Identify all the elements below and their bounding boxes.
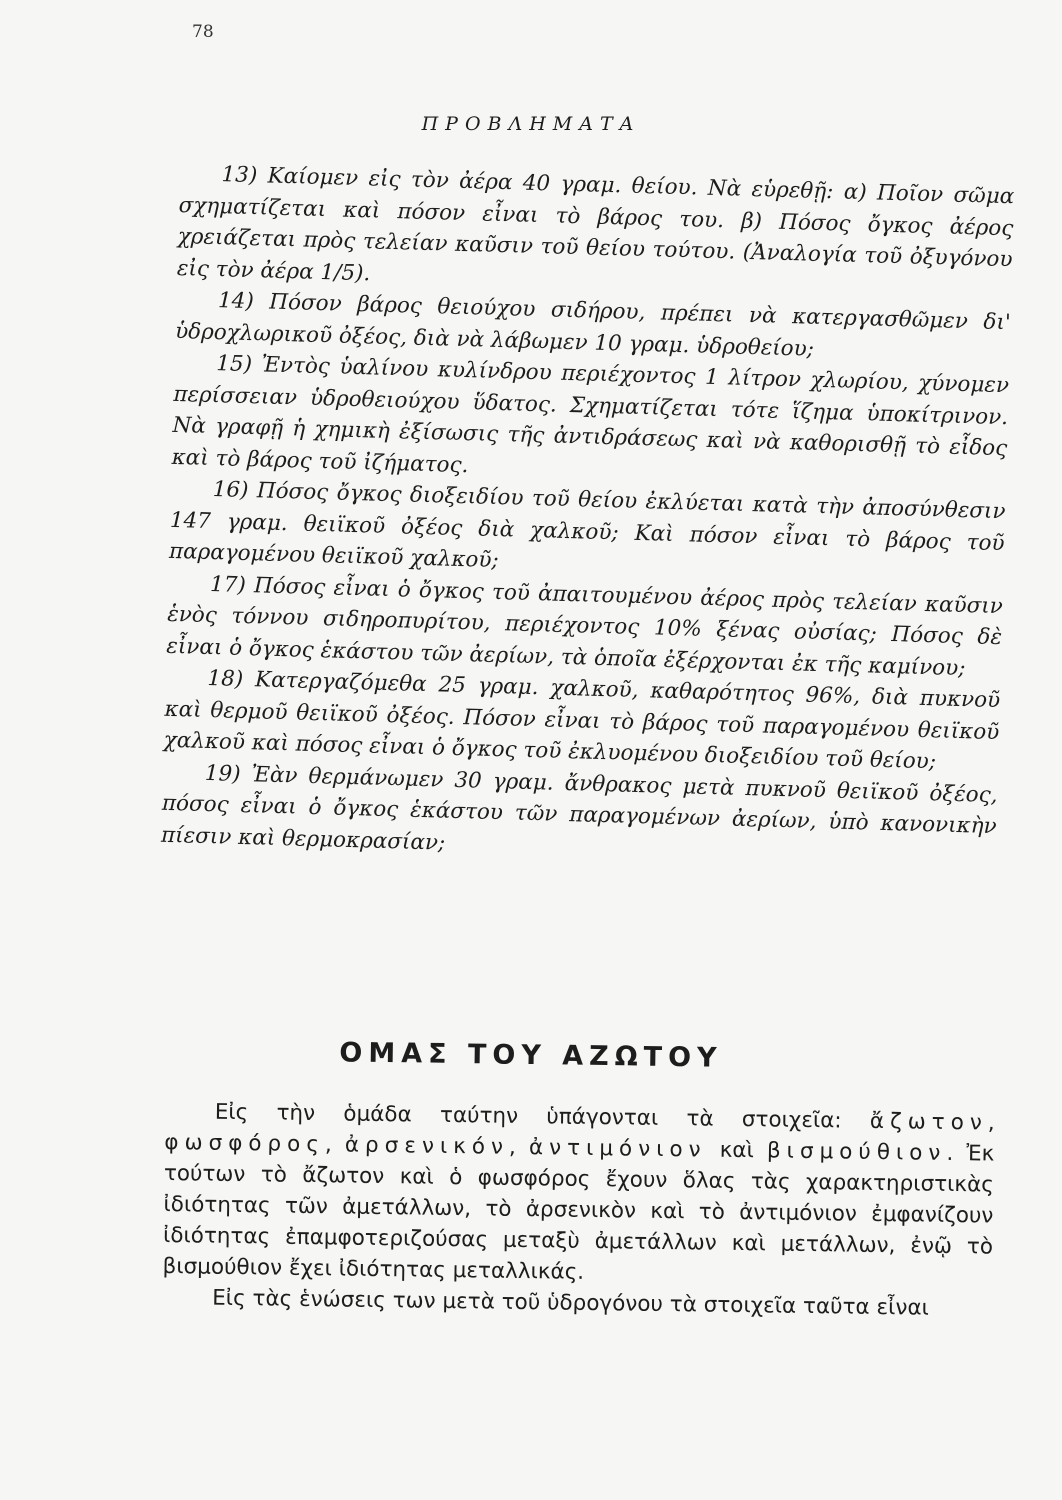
intro-text: Εἰς τὴν ὁμάδα ταύτην ὑπάγονται τὰ στοιχεῖα: [214, 1099, 871, 1134]
separator: , [324, 1132, 346, 1158]
problem-13: 13) Καίομεν εἰς τὸν ἀέρα 40 γραμ. θείου. Νὰ εὑρεθῇ: α) Ποῖον σῶμα σχηματίζεται καὶ πόσον εἶναι τὸ βάρος του. β) Πόσος ὄγκος ἀέρος χρειάζεται πρὸς τελείαν καῦσιν τοῦ θείου τούτου. (Ἀναλογία τοῦ ὀξυγόνου εἰς τὸν ἀέρα 1/5). [176, 162, 1015, 286]
element-bismuth: βισμούθιον [766, 1138, 947, 1166]
problem-19: 19) Ἐὰν θερμάνωμεν 30 γραμ. ἄνθρακος μετὰ πυκνοῦ θειϊκοῦ ὀξέος, πόσος εἶναι ὁ ὄγκος ἑκάστου τῶν παραγομένων ἀερίων, ὑπὸ κανονικὴν πίεσιν καὶ θερμοκρασίαν; [160, 760, 998, 856]
problem-14: 14) Πόσον βάρος θειούχου σιδήρου, πρέπει νὰ κατεργασθῶμεν δι' ὑδροχλωρικοῦ ὀξέος, διὰ νὰ λάβωμεν 10 γραμ. ὑδροθείου; [174, 288, 1012, 362]
problems-list [161, 158, 1015, 874]
paragraph-elements [162, 1096, 995, 1294]
nitrogen-group-heading: ΟΜΑΣ ΤΟΥ ΑΖΩΤΟΥ [339, 1037, 723, 1074]
element-phosphorus: φωσφόρος [164, 1129, 326, 1158]
paragraph-hydrogen-compounds: Εἰς τὰς ἑνώσεις των μετὰ τοῦ ὑδρογόνου τὰ στοιχεῖα ταῦτα εἶναι [212, 1285, 930, 1321]
element-arsenic: ἀρσενικόν [344, 1132, 510, 1160]
separator: καὶ [706, 1137, 768, 1164]
problems-title: ΠΡΟΒΛΗΜΑΤΑ [421, 113, 641, 135]
separator: , [508, 1134, 530, 1161]
element-nitrogen: ἄζωτον [869, 1108, 989, 1136]
page-number: 78 [192, 22, 214, 42]
problem-15: 15) Ἐντὸς ὑαλίνου κυλίνδρου περιέχοντος 1 λίτρον χλωρίου, χύνομεν περίσσειαν ὑδροθειούχου ὕδατος. Σχηματίζεται τότε ἵζημα ὑποκίτρινον. Νὰ γραφῇ ἡ χημικὴ ἐξίσωσις τῆς ἀντιδράσεως καὶ νὰ καθορισθῇ τὸ εἶδος καὶ τὸ βάρος τοῦ ἰζήματος. [171, 351, 1010, 478]
paragraph-continuation: . Ἐκ τούτων τὸ ἄζωτον καὶ ὁ φωσφόρος ἔχουν ὅλας τὰς χαρακτηριστικὰς ἰδιότητας τῶν ἀμετάλλων, τὸ ἀρσενικὸν καὶ τὸ ἀντιμόνιον ἐμφανίζουν ἰδιότητας ἐπαμφοτεριζούσας μεταξὺ ἀμετάλλων καὶ μετάλλων, ἐνῷ τὸ βισμούθιον ἔχει ἰδιότητας μεταλλικάς. [162, 1140, 995, 1285]
separator: , [987, 1110, 995, 1136]
problem-17: 17) Πόσος εἶναι ὁ ὄγκος τοῦ ἀπαιτουμένου ἀέρος πρὸς τελείαν καῦσιν ἑνὸς τόννου σιδηροπυρίτου, περιέχοντος 10% ξένας οὐσίας; Πόσος δὲ εἶναι ὁ ὄγκος ἑκάστου τῶν ἀερίων, τὰ ὁποῖα ἐξέρχονται ἐκ τῆς καμίνου; [166, 571, 1004, 681]
problem-16: 16) Πόσος ὄγκος διοξειδίου τοῦ θείου ἐκλύεται κατὰ τὴν ἀποσύνθεσιν 147 γραμ. θειϊκοῦ ὀξέος διὰ χαλκοῦ; Καὶ πόσον εἶναι τὸ βάρος τοῦ παραγομένου θειϊκοῦ χαλκοῦ; [168, 477, 1006, 574]
nitrogen-group-text [162, 1096, 995, 1325]
problem-18: 18) Κατεργαζόμεθα 25 γραμ. χαλκοῦ, καθαρότητος 96%, διὰ πυκνοῦ καὶ θερμοῦ θειϊκοῦ ὀξέος. Πόσον εἶναι τὸ βάρος τοῦ παραγομένου θειϊκοῦ χαλκοῦ καὶ πόσος εἶναι ὁ ὄγκος τοῦ ἐκλυομένου διοξειδίου τοῦ θείου; [163, 665, 1001, 775]
element-antimony: ἀντιμόνιον [528, 1135, 707, 1163]
